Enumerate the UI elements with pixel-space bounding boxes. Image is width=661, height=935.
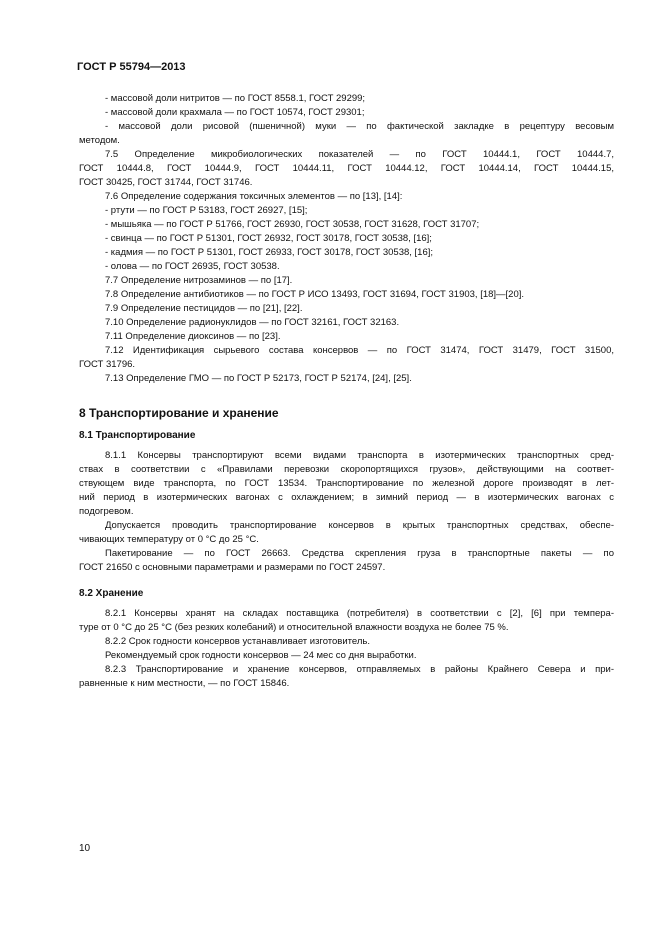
text-line: ГОСТ 30425, ГОСТ 31744, ГОСТ 31746. [79, 177, 253, 188]
text-line: - кадмия — по ГОСТ Р 51301, ГОСТ 26933, ГОСТ 30178, ГОСТ 30538, [16]; [105, 247, 434, 258]
text-line: ствующем виде транспорта, по ГОСТ 13534. Транспортирование по железной дороге производят в лет- [79, 478, 614, 489]
text-line: 7.8 Определение антибиотиков — по ГОСТ Р ИСО 13493, ГОСТ 31694, ГОСТ 31903, [18]—[20]. [105, 289, 525, 300]
text-line: ствах в соответствии с «Правилами перевозки скоропортящихся грузов», действующими на соответ- [79, 464, 614, 475]
text-line: 8.2.3 Транспортирование и хранение консервов, отправляемых в районы Крайнего Севера и при- [105, 664, 614, 675]
text-line: 7.6 Определение содержания токсичных элементов — по [13], [14]: [105, 191, 403, 202]
text-line: Допускается проводить транспортирование консервов в крытых транспортных средствах, обеспе- [105, 520, 614, 531]
text-line: - олова — по ГОСТ 26935, ГОСТ 30538. [105, 261, 280, 272]
text-line: Рекомендуемый срок годности консервов — 24 мес со дня выработки. [105, 650, 417, 661]
text-line: - массовой доли нитритов — по ГОСТ 8558.1, ГОСТ 29299; [105, 93, 366, 104]
text-line: 7.5 Определение микробиологических показателей — по ГОСТ 10444.1, ГОСТ 10444.7, [105, 149, 614, 160]
text-line: равненные к ним местности, — по ГОСТ 15846. [79, 678, 290, 689]
text-line: - массовой доли крахмала — по ГОСТ 10574, ГОСТ 29301; [105, 107, 365, 118]
text-line: - свинца — по ГОСТ Р 51301, ГОСТ 26932, ГОСТ 30178, ГОСТ 30538, [16]; [105, 233, 432, 244]
spacer [79, 575, 614, 581]
text-line: 8.2.1 Консервы хранят на складах поставщика (потребителя) в соответствии с [2], [6] при темпера- [105, 608, 614, 619]
text-line: 7.12 Идентификация сырьевого состава консервов — по ГОСТ 31474, ГОСТ 31479, ГОСТ 31500, [105, 345, 614, 356]
text-line: 7.7 Определение нитрозаминов — по [17]. [105, 275, 293, 286]
text-line: 7.9 Определение пестицидов — по [21], [22]. [105, 303, 303, 314]
text-line: Пакетирование — по ГОСТ 26663. Средства скрепления груза в транспортные пакеты — по [105, 548, 614, 559]
page-number: 10 [79, 843, 91, 854]
document-body [79, 92, 614, 691]
text-line: методом. [79, 135, 120, 146]
text-line: - массовой доли рисовой (пшеничной) муки — по фактической закладке в рецептуру весовым [105, 121, 614, 132]
document-header: ГОСТ Р 55794—2013 [77, 61, 186, 73]
text-line: 7.11 Определение диоксинов — по [23]. [105, 331, 281, 342]
text-line: 7.10 Определение радионуклидов — по ГОСТ 32161, ГОСТ 32163. [105, 317, 400, 328]
text-line: чивающих температуру от 0 °С до 25 °С. [79, 534, 259, 545]
section-heading: 8 Транспортирование и хранение [79, 406, 279, 420]
text-line: 8.2.2 Срок годности консервов устанавливает изготовитель. [105, 636, 370, 647]
text-line: ГОСТ 21650 с основными параметрами и размерами по ГОСТ 24597. [79, 562, 386, 573]
text-line: 7.13 Определение ГМО — по ГОСТ Р 52173, ГОСТ Р 52174, [24], [25]. [105, 373, 412, 384]
text-line: 8.1.1 Консервы транспортируют всеми видами транспорта в изотермических транспортных сред- [105, 450, 614, 461]
text-line: ГОСТ 31796. [79, 359, 136, 370]
text-line: туре от 0 °С до 25 °С (без резких колебаний) и относительной влажности воздуха не более 75 %. [79, 622, 509, 633]
text-line: - ртути — по ГОСТ Р 53183, ГОСТ 26927, [15]; [105, 205, 308, 216]
subsection-heading: 8.2 Хранение [79, 588, 144, 599]
subsection-heading: 8.1 Транспортирование [79, 430, 196, 441]
text-line: подогревом. [79, 506, 134, 517]
text-line: ний период в изотермических вагонах с охлаждением; в зимний период — в изотермических вагонах с [79, 492, 614, 503]
text-line: ГОСТ 10444.8, ГОСТ 10444.9, ГОСТ 10444.11, ГОСТ 10444.12, ГОСТ 10444.14, ГОСТ 10444.15, [79, 163, 614, 174]
text-line: - мышьяка — по ГОСТ Р 51766, ГОСТ 26930, ГОСТ 30538, ГОСТ 31628, ГОСТ 31707; [105, 219, 480, 230]
